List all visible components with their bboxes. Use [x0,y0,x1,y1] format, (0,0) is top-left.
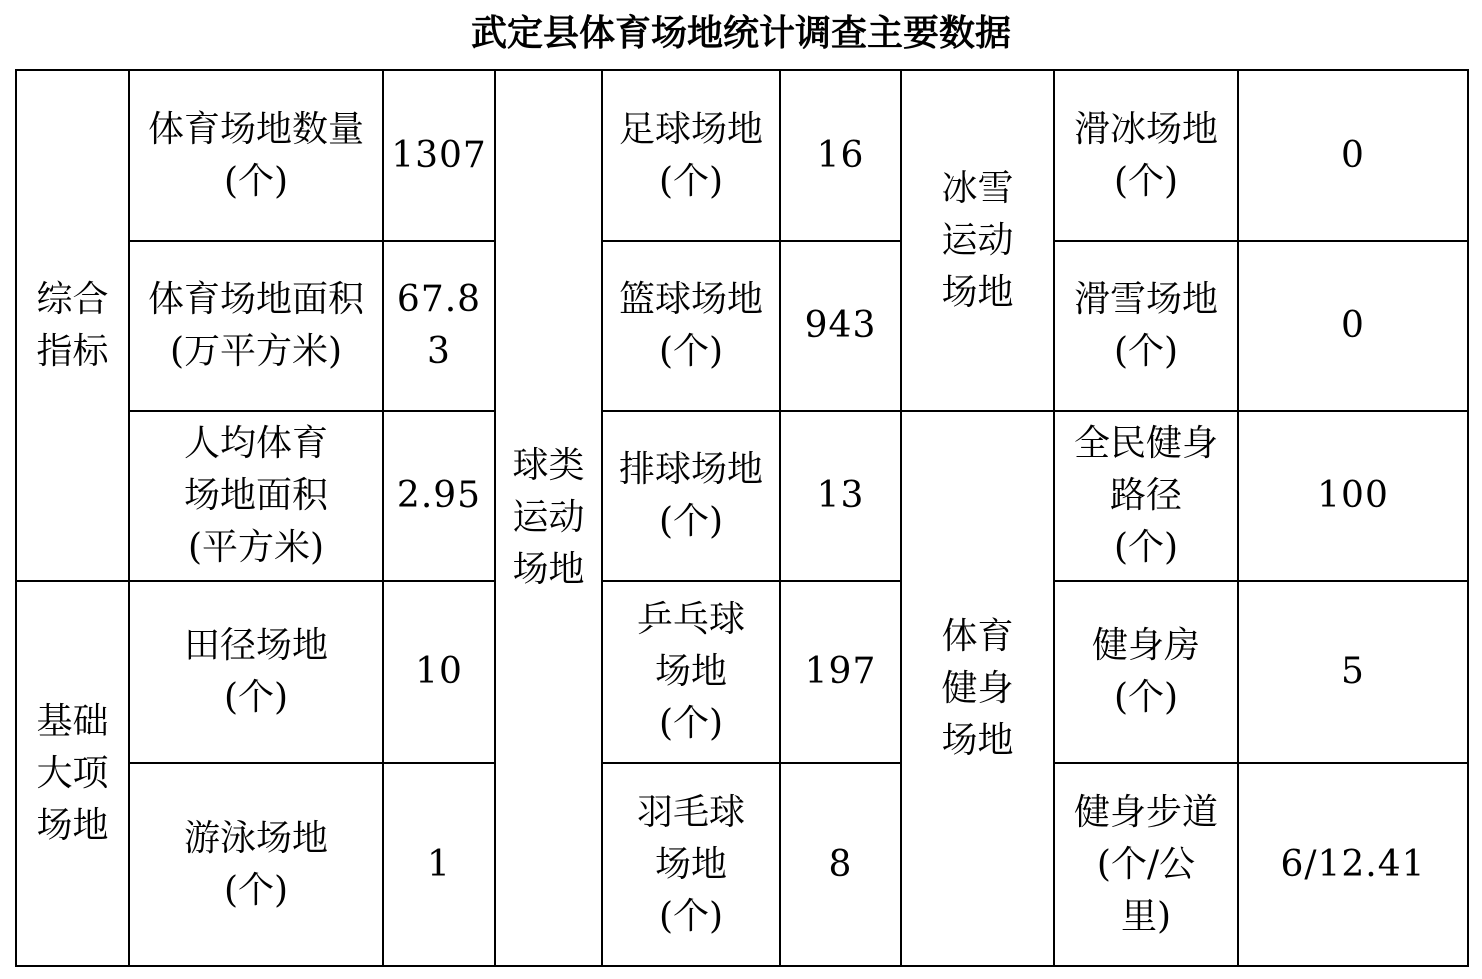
metric-value: 2.95 [383,411,495,581]
metric-value: 67.8 3 [383,241,495,411]
metric-label: 乒乓球 场地 (个) [602,581,780,763]
metric-label: 体育场地数量 (个) [129,70,383,241]
metric-label: 人均体育 场地面积 (平方米) [129,411,383,581]
metric-value: 16 [780,70,901,241]
metric-label: 足球场地 (个) [602,70,780,241]
table-row [16,241,1468,411]
table-row [16,581,1468,763]
metric-value: 197 [780,581,901,763]
metric-label: 全民健身 路径 (个) [1054,411,1238,581]
metric-label: 游泳场地 (个) [129,763,383,966]
metric-value: 6/12.41 [1238,763,1468,966]
metric-value: 0 [1238,241,1468,411]
metric-label: 滑冰场地 (个) [1054,70,1238,241]
stats-table [15,69,1469,967]
section-fitness: 体育 健身 场地 [901,411,1054,966]
section-overall: 综合 指标 [16,70,129,581]
metric-label: 体育场地面积 (万平方米) [129,241,383,411]
page-title: 武定县体育场地统计调查主要数据 [470,13,1011,54]
metric-value: 0 [1238,70,1468,241]
table-row [16,70,1468,241]
metric-value: 1 [383,763,495,966]
metric-label: 健身房 (个) [1054,581,1238,763]
table-row [16,763,1468,966]
metric-label: 健身步道 (个/公 里) [1054,763,1238,966]
section-ice-snow: 冰雪 运动 场地 [901,70,1054,411]
metric-label: 滑雪场地 (个) [1054,241,1238,411]
metric-value: 1307 [383,70,495,241]
metric-label: 篮球场地 (个) [602,241,780,411]
section-ball: 球类 运动 场地 [495,70,602,966]
metric-label: 田径场地 (个) [129,581,383,763]
metric-value: 8 [780,763,901,966]
metric-value: 943 [780,241,901,411]
section-basic: 基础 大项 场地 [16,581,129,966]
metric-value: 5 [1238,581,1468,763]
metric-value: 100 [1238,411,1468,581]
table-row [16,411,1468,581]
metric-value: 13 [780,411,901,581]
metric-label: 排球场地 (个) [602,411,780,581]
metric-value: 10 [383,581,495,763]
metric-label: 羽毛球 场地 (个) [602,763,780,966]
